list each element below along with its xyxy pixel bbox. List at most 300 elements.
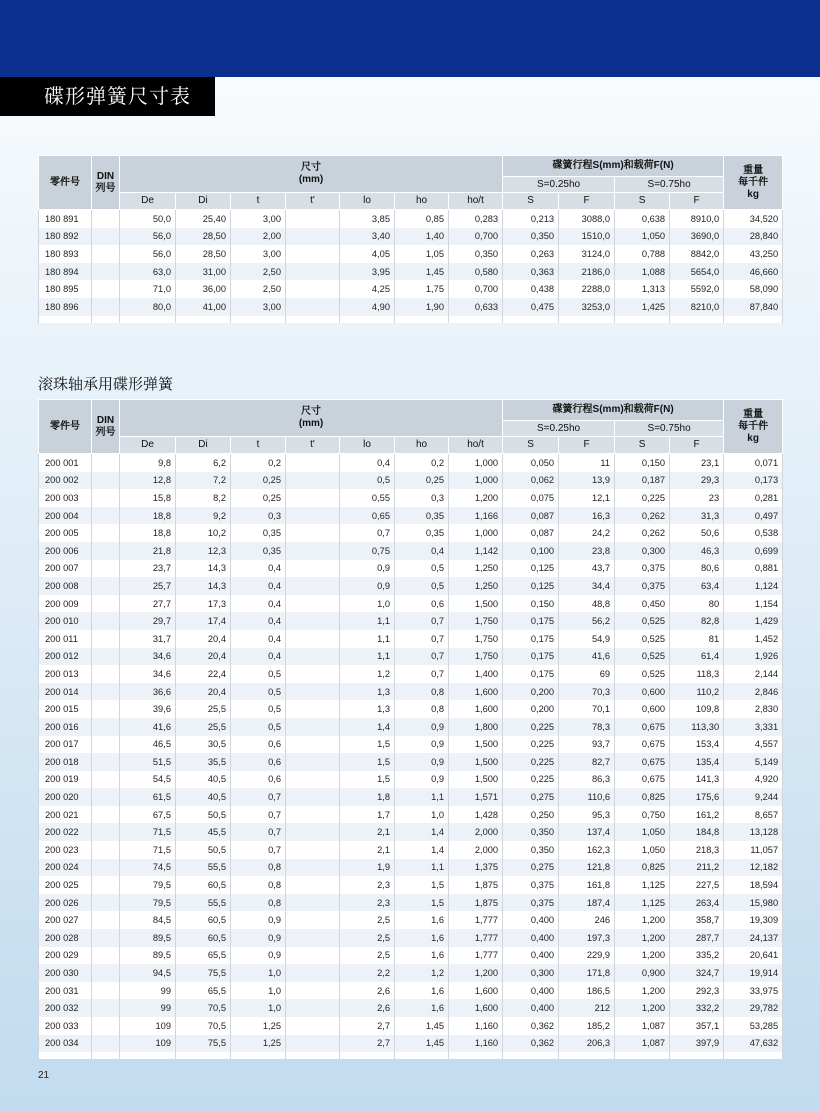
- table-cell: 1,4: [340, 718, 395, 736]
- table-cell: 28,50: [176, 245, 231, 263]
- table-row: [39, 507, 783, 525]
- table-row: [39, 683, 783, 701]
- table-cell: [286, 876, 340, 894]
- part-number-cell: 200 002: [39, 472, 92, 490]
- table-cell: 30,5: [176, 736, 231, 754]
- spacer-cell: [176, 316, 231, 323]
- table-row: [39, 876, 783, 894]
- table-row: [39, 489, 783, 507]
- table-cell: 0,4: [395, 542, 449, 560]
- table-cell: 1,600: [449, 982, 503, 1000]
- table-cell: 0,2: [395, 454, 449, 472]
- table-cell: [92, 911, 120, 929]
- column-header-row: [39, 437, 783, 454]
- header-s025: S=0.25ho: [503, 421, 615, 437]
- table-cell: 1,5: [395, 894, 449, 912]
- table-cell: 1,142: [449, 542, 503, 560]
- table-cell: 75,5: [176, 1035, 231, 1053]
- spacer-cell: [670, 1052, 724, 1059]
- table-cell: [286, 542, 340, 560]
- table-cell: 397,9: [670, 1035, 724, 1053]
- table-cell: 0,5: [395, 560, 449, 578]
- table-cell: 1,5: [395, 876, 449, 894]
- table-cell: 29,7: [120, 612, 176, 630]
- table-cell: 2,144: [724, 665, 783, 683]
- table-cell: 6,2: [176, 454, 231, 472]
- table-cell: 1,375: [449, 859, 503, 877]
- table-cell: [286, 964, 340, 982]
- table-row: [39, 753, 783, 771]
- table-cell: 1,2: [340, 665, 395, 683]
- table-cell: 1,75: [395, 280, 449, 298]
- table-cell: 0,300: [503, 964, 559, 982]
- table-cell: 69: [559, 665, 615, 683]
- table-cell: [286, 210, 340, 228]
- column-header: De: [120, 193, 176, 210]
- table-cell: 0,497: [724, 507, 783, 525]
- table-cell: 14,3: [176, 560, 231, 578]
- table-cell: 292,3: [670, 982, 724, 1000]
- table-cell: 287,7: [670, 929, 724, 947]
- part-number-cell: 200 014: [39, 683, 92, 701]
- table-row: [39, 612, 783, 630]
- table-cell: 58,090: [724, 280, 783, 298]
- page-title: 碟形弹簧尺寸表: [0, 77, 215, 116]
- table-cell: 82,7: [559, 753, 615, 771]
- table-cell: 40,5: [176, 788, 231, 806]
- table-cell: 2,7: [340, 1035, 395, 1053]
- table-cell: 56,0: [120, 245, 176, 263]
- part-number-cell: 200 008: [39, 577, 92, 595]
- table-cell: 0,7: [231, 806, 286, 824]
- table-cell: 186,5: [559, 982, 615, 1000]
- table-cell: 0,600: [615, 700, 670, 718]
- table-cell: 135,4: [670, 753, 724, 771]
- table-cell: 0,700: [449, 228, 503, 246]
- table-cell: 8910,0: [670, 210, 724, 228]
- table-cell: [92, 454, 120, 472]
- table-cell: 1,4: [395, 841, 449, 859]
- table-cell: 0,400: [503, 929, 559, 947]
- table-row: [39, 630, 783, 648]
- column-header: ho: [395, 437, 449, 454]
- table-cell: 0,825: [615, 788, 670, 806]
- table-cell: 1,428: [449, 806, 503, 824]
- table-cell: 31,7: [120, 630, 176, 648]
- table-cell: 87,840: [724, 298, 783, 316]
- table-cell: 206,3: [559, 1035, 615, 1053]
- table-cell: 229,9: [559, 947, 615, 965]
- table-cell: [286, 982, 340, 1000]
- table-cell: 18,8: [120, 524, 176, 542]
- table-cell: 1,0: [395, 806, 449, 824]
- header-s075: S=0.75ho: [615, 421, 724, 437]
- table-cell: 0,175: [503, 648, 559, 666]
- table-cell: [286, 630, 340, 648]
- table-cell: 0,675: [615, 771, 670, 789]
- page-number: 21: [38, 1070, 50, 1081]
- table-cell: 161,8: [559, 876, 615, 894]
- table-cell: [286, 1035, 340, 1053]
- table-cell: 0,699: [724, 542, 783, 560]
- table-cell: 0,3: [395, 489, 449, 507]
- table-row: [39, 999, 783, 1017]
- table-cell: 23: [670, 489, 724, 507]
- table-cell: 1,40: [395, 228, 449, 246]
- table-row: [39, 577, 783, 595]
- table-row: [39, 245, 783, 263]
- header-s075: S=0.75ho: [615, 177, 724, 193]
- table-cell: 110,2: [670, 683, 724, 701]
- table-cell: 31,00: [176, 263, 231, 281]
- table-cell: 71,5: [120, 841, 176, 859]
- spacer-cell: [559, 316, 615, 323]
- table-cell: [286, 771, 340, 789]
- table-cell: 46,5: [120, 736, 176, 754]
- table-cell: 3253,0: [559, 298, 615, 316]
- table-cell: 0,6: [231, 771, 286, 789]
- table-cell: 0,788: [615, 245, 670, 263]
- table-cell: 1,571: [449, 788, 503, 806]
- table-cell: [92, 524, 120, 542]
- table-cell: 0,4: [231, 612, 286, 630]
- part-number-cell: 200 021: [39, 806, 92, 824]
- table-cell: [286, 472, 340, 490]
- table-row: [39, 280, 783, 298]
- table-cell: 29,3: [670, 472, 724, 490]
- table-cell: 95,3: [559, 806, 615, 824]
- table-cell: 81: [670, 630, 724, 648]
- table-cell: 56,0: [120, 228, 176, 246]
- table-cell: 1,600: [449, 700, 503, 718]
- table-cell: [92, 630, 120, 648]
- table-cell: 0,275: [503, 788, 559, 806]
- table-cell: 46,3: [670, 542, 724, 560]
- spacer-cell: [395, 1052, 449, 1059]
- table-cell: 24,137: [724, 929, 783, 947]
- table-cell: 0,400: [503, 999, 559, 1017]
- table-cell: 0,9: [395, 718, 449, 736]
- table-cell: 15,8: [120, 489, 176, 507]
- table-cell: 1,166: [449, 507, 503, 525]
- table-row: [39, 210, 783, 228]
- table-cell: 0,525: [615, 630, 670, 648]
- table-cell: 1,087: [615, 1017, 670, 1035]
- table-cell: 2,50: [231, 280, 286, 298]
- table-row: [39, 982, 783, 1000]
- table-cell: 0,375: [503, 894, 559, 912]
- table-cell: 0,600: [615, 683, 670, 701]
- table-cell: 2,846: [724, 683, 783, 701]
- table-cell: 0,275: [503, 859, 559, 877]
- spacer-cell: [449, 1052, 503, 1059]
- table-cell: 1,05: [395, 245, 449, 263]
- table-cell: 80,0: [120, 298, 176, 316]
- table-cell: [92, 700, 120, 718]
- table-cell: [286, 280, 340, 298]
- table-cell: 45,5: [176, 823, 231, 841]
- table-cell: 2,830: [724, 700, 783, 718]
- table-cell: 55,5: [176, 894, 231, 912]
- table-cell: 1,800: [449, 718, 503, 736]
- table-cell: 0,400: [503, 911, 559, 929]
- table-cell: 212: [559, 999, 615, 1017]
- table-row: [39, 771, 783, 789]
- table-cell: 13,128: [724, 823, 783, 841]
- table-cell: 0,4: [231, 648, 286, 666]
- table-cell: [92, 894, 120, 912]
- table-cell: 65,5: [176, 947, 231, 965]
- table-cell: 34,520: [724, 210, 783, 228]
- part-number-cell: 200 019: [39, 771, 92, 789]
- table-cell: 9,244: [724, 788, 783, 806]
- header-din: DIN 列号: [92, 400, 120, 454]
- part-number-cell: 200 024: [39, 859, 92, 877]
- table-cell: 8210,0: [670, 298, 724, 316]
- table-cell: 0,283: [449, 210, 503, 228]
- column-header: ho/t: [449, 437, 503, 454]
- table-cell: [286, 929, 340, 947]
- table-cell: 53,285: [724, 1017, 783, 1035]
- table-cell: [92, 1017, 120, 1035]
- table-cell: 0,5: [231, 665, 286, 683]
- table-cell: 0,213: [503, 210, 559, 228]
- table-cell: 175,6: [670, 788, 724, 806]
- table-cell: 0,633: [449, 298, 503, 316]
- table-cell: 12,1: [559, 489, 615, 507]
- table-cell: [92, 1035, 120, 1053]
- table-row: [39, 454, 783, 472]
- table-row: [39, 964, 783, 982]
- table-cell: 0,300: [615, 542, 670, 560]
- spacer-cell: [39, 1052, 92, 1059]
- table-cell: 13,9: [559, 472, 615, 490]
- spacer-cell: [92, 316, 120, 323]
- table-cell: 0,85: [395, 210, 449, 228]
- part-number-cell: 180 891: [39, 210, 92, 228]
- table-cell: 211,2: [670, 859, 724, 877]
- table-cell: [286, 683, 340, 701]
- table-cell: 0,5: [231, 683, 286, 701]
- table-cell: 246: [559, 911, 615, 929]
- table-cell: 162,3: [559, 841, 615, 859]
- column-header: lo: [340, 193, 395, 210]
- table-cell: 74,5: [120, 859, 176, 877]
- table-cell: [286, 454, 340, 472]
- table-cell: [92, 210, 120, 228]
- table-cell: 0,8: [231, 859, 286, 877]
- table-cell: 9,8: [120, 454, 176, 472]
- table-cell: [92, 507, 120, 525]
- table-cell: 0,638: [615, 210, 670, 228]
- table-cell: 75,5: [176, 964, 231, 982]
- table-cell: 0,525: [615, 612, 670, 630]
- table-cell: 14,3: [176, 577, 231, 595]
- table-cell: 1,400: [449, 665, 503, 683]
- part-number-cell: 200 028: [39, 929, 92, 947]
- table-cell: 0,173: [724, 472, 783, 490]
- table-row: [39, 806, 783, 824]
- table-cell: 1,1: [395, 859, 449, 877]
- table-cell: 1,500: [449, 595, 503, 613]
- table-cell: 118,3: [670, 665, 724, 683]
- table-cell: [286, 753, 340, 771]
- table-spacer-row: [39, 316, 783, 323]
- part-number-cell: 200 001: [39, 454, 92, 472]
- table-cell: 34,6: [120, 648, 176, 666]
- table-cell: [92, 736, 120, 754]
- table-cell: 1,5: [340, 771, 395, 789]
- section-title: 滚珠轴承用碟形弹簧: [38, 375, 174, 393]
- table-cell: [92, 964, 120, 982]
- table-cell: 3088,0: [559, 210, 615, 228]
- table-cell: 48,8: [559, 595, 615, 613]
- table-cell: 0,100: [503, 542, 559, 560]
- table-cell: 0,375: [615, 560, 670, 578]
- table-cell: 153,4: [670, 736, 724, 754]
- table-cell: 0,675: [615, 753, 670, 771]
- table-cell: 34,6: [120, 665, 176, 683]
- table-cell: [92, 823, 120, 841]
- spacer-cell: [615, 316, 670, 323]
- table-cell: 3,95: [340, 263, 395, 281]
- table-cell: 47,632: [724, 1035, 783, 1053]
- column-header-row: [39, 193, 783, 210]
- header-travel-load: 碟簧行程S(mm)和载荷F(N): [503, 156, 724, 177]
- table-cell: 0,263: [503, 245, 559, 263]
- table-cell: 1,0: [231, 964, 286, 982]
- table-cell: 171,8: [559, 964, 615, 982]
- table-cell: 0,525: [615, 648, 670, 666]
- table-cell: 60,5: [176, 929, 231, 947]
- column-header: lo: [340, 437, 395, 454]
- header-part-no: 零件号: [39, 156, 92, 210]
- table-cell: [286, 507, 340, 525]
- table-cell: 0,9: [340, 577, 395, 595]
- table-cell: 1,750: [449, 630, 503, 648]
- table-cell: 86,3: [559, 771, 615, 789]
- table-cell: 78,3: [559, 718, 615, 736]
- table-cell: 28,840: [724, 228, 783, 246]
- column-header: Di: [176, 437, 231, 454]
- table-cell: 1,000: [449, 524, 503, 542]
- table-cell: 0,262: [615, 524, 670, 542]
- table-cell: 40,5: [176, 771, 231, 789]
- table-cell: 0,125: [503, 560, 559, 578]
- table-cell: 1,777: [449, 947, 503, 965]
- table-cell: 65,5: [176, 982, 231, 1000]
- table-cell: [92, 753, 120, 771]
- table-cell: 3,331: [724, 718, 783, 736]
- column-header: Di: [176, 193, 231, 210]
- column-header: S: [615, 193, 670, 210]
- table-cell: 0,475: [503, 298, 559, 316]
- table-cell: 1,6: [395, 929, 449, 947]
- table-row: [39, 911, 783, 929]
- table-cell: 0,7: [340, 524, 395, 542]
- table-cell: 0,125: [503, 577, 559, 595]
- header-din: DIN 列号: [92, 156, 120, 210]
- part-number-cell: 200 026: [39, 894, 92, 912]
- table-row: [39, 1035, 783, 1053]
- spacer-cell: [670, 316, 724, 323]
- table-cell: 89,5: [120, 929, 176, 947]
- spacer-cell: [286, 316, 340, 323]
- column-header: ho: [395, 193, 449, 210]
- table-cell: 2,3: [340, 876, 395, 894]
- table-cell: 20,4: [176, 648, 231, 666]
- table-cell: 93,7: [559, 736, 615, 754]
- table-cell: 3,40: [340, 228, 395, 246]
- table-cell: 1,9: [340, 859, 395, 877]
- table-cell: 20,641: [724, 947, 783, 965]
- table-row: [39, 542, 783, 560]
- table-cell: 0,9: [340, 560, 395, 578]
- table-cell: [92, 560, 120, 578]
- column-header: S: [615, 437, 670, 454]
- table-cell: 1,088: [615, 263, 670, 281]
- table-cell: [92, 806, 120, 824]
- header-dimensions: 尺寸 (mm): [120, 400, 503, 437]
- table-cell: 8,2: [176, 489, 231, 507]
- table-cell: 0,7: [231, 823, 286, 841]
- table-cell: [286, 665, 340, 683]
- table-cell: 263,4: [670, 894, 724, 912]
- table-cell: 8,657: [724, 806, 783, 824]
- table-cell: [92, 683, 120, 701]
- table-cell: 63,4: [670, 577, 724, 595]
- table-cell: 18,594: [724, 876, 783, 894]
- table-cell: 0,35: [395, 507, 449, 525]
- table-cell: [286, 595, 340, 613]
- table-cell: 113,30: [670, 718, 724, 736]
- table-cell: 0,450: [615, 595, 670, 613]
- part-number-cell: 200 034: [39, 1035, 92, 1053]
- table-cell: [92, 228, 120, 246]
- table-cell: [286, 298, 340, 316]
- table-cell: 0,4: [340, 454, 395, 472]
- table-cell: 197,3: [559, 929, 615, 947]
- table-cell: 43,250: [724, 245, 783, 263]
- table-cell: 0,362: [503, 1017, 559, 1035]
- table-cell: 2,2: [340, 964, 395, 982]
- table-cell: [286, 999, 340, 1017]
- table-cell: [92, 947, 120, 965]
- table-row: [39, 841, 783, 859]
- table-cell: 1,6: [395, 911, 449, 929]
- table-cell: 4,920: [724, 771, 783, 789]
- table-cell: 2186,0: [559, 263, 615, 281]
- spacer-cell: [559, 1052, 615, 1059]
- spacer-cell: [449, 316, 503, 323]
- table-cell: 0,175: [503, 612, 559, 630]
- table-cell: 0,538: [724, 524, 783, 542]
- table-cell: [92, 982, 120, 1000]
- table-cell: [92, 489, 120, 507]
- table-cell: 1,1: [340, 648, 395, 666]
- column-header: De: [120, 437, 176, 454]
- table-cell: 1,6: [395, 947, 449, 965]
- table-cell: 36,00: [176, 280, 231, 298]
- table-cell: 0,9: [231, 911, 286, 929]
- table-cell: [286, 911, 340, 929]
- table-row: [39, 648, 783, 666]
- table-cell: [92, 472, 120, 490]
- table-cell: 94,5: [120, 964, 176, 982]
- table-cell: 12,182: [724, 859, 783, 877]
- table-cell: 0,150: [503, 595, 559, 613]
- table-cell: 1,600: [449, 999, 503, 1017]
